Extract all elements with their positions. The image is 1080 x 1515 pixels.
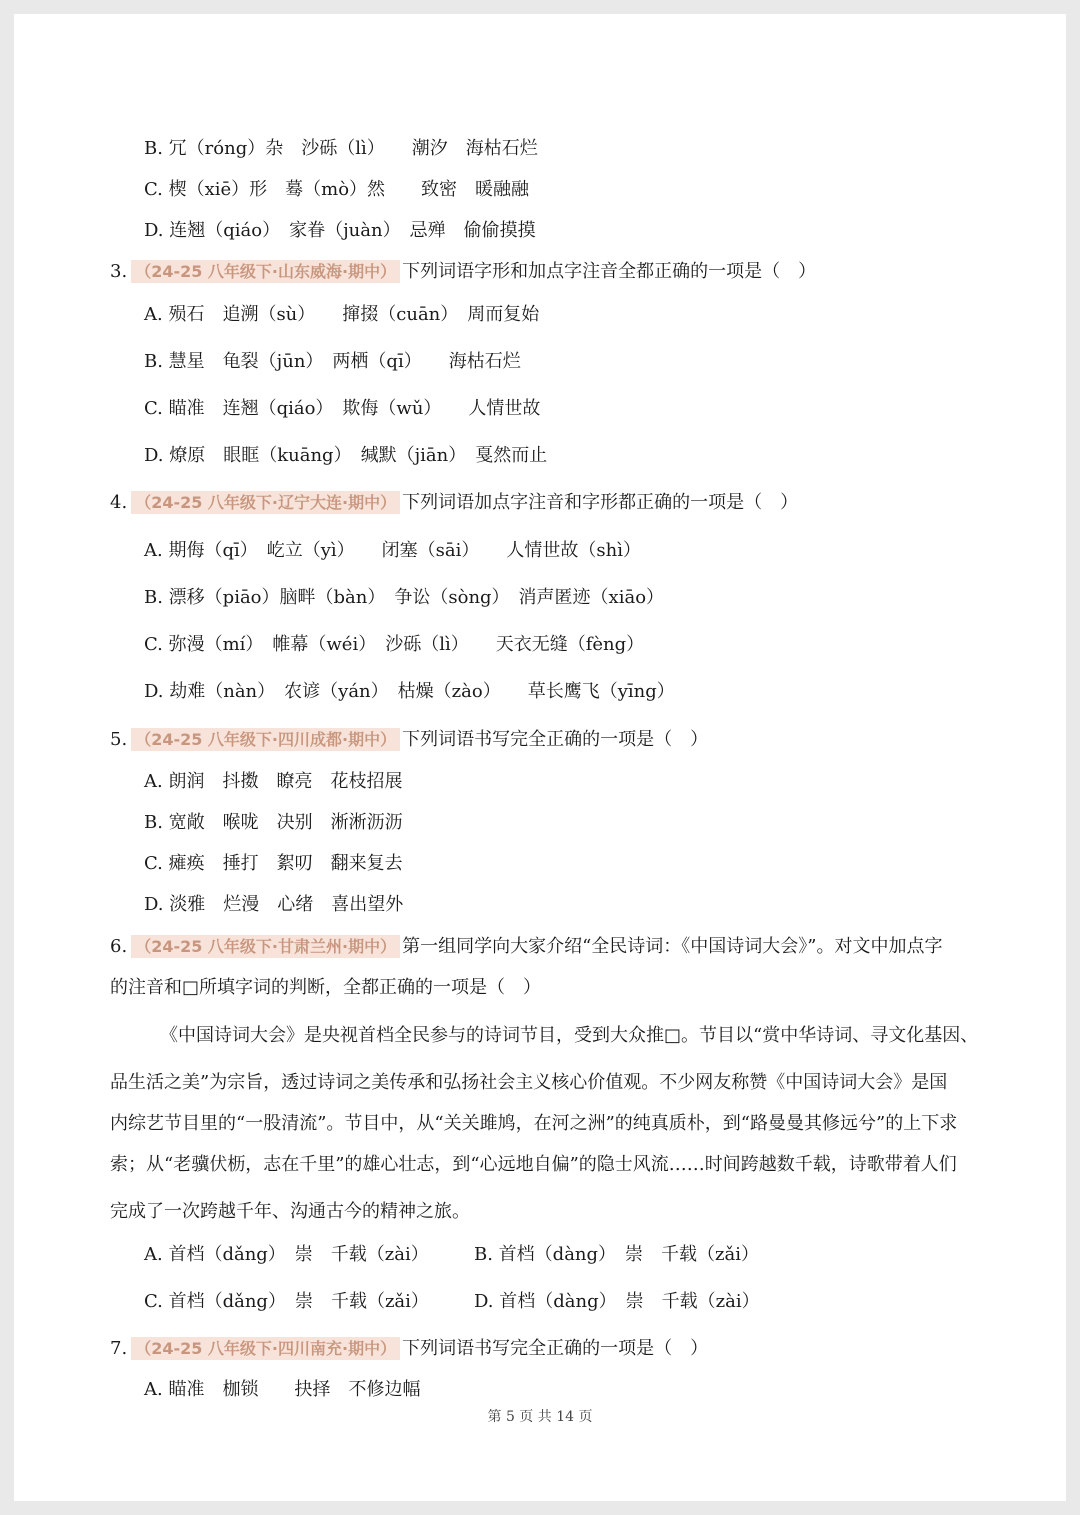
- source-tag: （24-25 八年级下·辽宁大连·期中）: [131, 491, 400, 514]
- passage-line-1: 《中国诗词大会》是央视首档全民参与的诗词节目，受到大众推□。节目以“赏中华诗词、寻文化基因、: [160, 1025, 979, 1046]
- question-text: 下列词语书写完全正确的一项是（ ）: [402, 1338, 709, 1359]
- question-text: 下列词语字形和加点字注音全都正确的一项是（ ）: [402, 261, 817, 282]
- q5-option-c: C. 瘫痪 捶打 絮叨 翻来复去: [144, 853, 403, 874]
- q6-option-a: A. 首档（dǎng） 崇 千载（zài）: [144, 1244, 429, 1265]
- question-number: 6.: [110, 936, 128, 957]
- q6-options-row-2: [14, 1289, 1066, 1315]
- q6-option-b: B. 首档（dàng） 崇 千载（zǎi）: [474, 1244, 760, 1265]
- question-text: 下列词语加点字注音和字形都正确的一项是（ ）: [402, 492, 799, 513]
- q4-option-a: A. 期侮（qī） 屹立（yì） 闭塞（sāi） 人情世故（shì）: [144, 540, 641, 561]
- passage-line-2: 品生活之美”为宗旨，透过诗词之美传承和弘扬社会主义核心价值观。不少网友称赞《中国诗词大会》是国: [110, 1072, 948, 1093]
- q3-option-b: B. 慧星 龟裂（jūn） 两栖（qī） 海枯石烂: [144, 351, 521, 372]
- document-page: [14, 14, 1066, 1501]
- q6-option-c: C. 首档（dǎng） 崇 千载（zǎi）: [144, 1291, 429, 1312]
- source-tag: （24-25 八年级下·四川成都·期中）: [131, 728, 400, 751]
- question-text: 下列词语书写完全正确的一项是（ ）: [402, 729, 709, 750]
- passage-line-5: 完成了一次跨越千年、沟通古今的精神之旅。: [110, 1201, 470, 1222]
- q3-stem: [14, 259, 1066, 285]
- passage-line-3: 内综艺节目里的“一股清流”。节目中，从“关关雎鸠，在河之洲”的纯真质朴，到“路曼曼其修远兮”的上下求: [110, 1113, 958, 1134]
- q2-option-b: B. 冗（róng）杂 沙砾（lì） 潮汐 海枯石烂: [144, 138, 538, 159]
- q3-option-d: D. 燎原 眼眶（kuāng） 缄默（jiān） 戛然而止: [144, 445, 548, 466]
- q5-option-a: A. 朗润 抖擞 瞭亮 花枝招展: [144, 771, 403, 792]
- question-number: 7.: [110, 1338, 128, 1359]
- source-tag: （24-25 八年级下·山东威海·期中）: [131, 260, 400, 283]
- question-number: 4.: [110, 492, 128, 513]
- q5-option-b: B. 宽敞 喉咙 决别 淅淅沥沥: [144, 812, 403, 833]
- page-footer: 第 5 页 共 14 页: [487, 1409, 593, 1425]
- q7-stem: [14, 1336, 1066, 1362]
- question-number: 3.: [110, 261, 128, 282]
- q4-option-d: D. 劫难（nàn） 农谚（yán） 枯燥（zào） 草长鹰飞（yīng）: [144, 681, 675, 702]
- q2-option-c: C. 楔（xiē）形 蓦（mò）然 致密 暖融融: [144, 179, 530, 200]
- q6-stem: [14, 934, 1066, 960]
- question-text: 第一组同学向大家介绍“全民诗词：《中国诗词大会》”。对文中加点字: [402, 936, 943, 957]
- q5-stem: [14, 727, 1066, 753]
- q7-option-a: A. 瞄准 枷锁 抉择 不修边幅: [144, 1379, 421, 1400]
- source-tag: （24-25 八年级下·四川南充·期中）: [131, 1337, 400, 1360]
- q4-option-b: B. 漂移（piāo）脑畔（bàn） 争讼（sòng） 消声匿迹（xiāo）: [144, 587, 665, 608]
- q5-option-d: D. 淡雅 烂漫 心绪 喜出望外: [144, 894, 404, 915]
- source-tag: （24-25 八年级下·甘肃兰州·期中）: [131, 935, 400, 958]
- q4-stem: [14, 490, 1066, 516]
- q6-stem-continued: 的注音和□所填字词的判断，全都正确的一项是（ ）: [110, 977, 542, 998]
- q6-options-row-1: [14, 1242, 1066, 1268]
- passage-line-4: 索；从“老骥伏枥，志在千里”的雄心壮志，到“心远地自偏”的隐士风流……时间跨越数千载，诗歌带着人们: [110, 1154, 957, 1175]
- q3-option-c: C. 瞄准 连翘（qiáo） 欺侮（wǔ） 人情世故: [144, 398, 541, 419]
- q3-option-a: A. 殒石 追溯（sù） 撺掇（cuān） 周而复始: [144, 304, 540, 325]
- q4-option-c: C. 弥漫（mí） 帷幕（wéi） 沙砾（lì） 天衣无缝（fèng）: [144, 634, 645, 655]
- q2-option-d: D. 连翘（qiáo） 家眷（juàn） 忌殚 偷偷摸摸: [144, 220, 536, 241]
- question-number: 5.: [110, 729, 128, 750]
- q6-option-d: D. 首档（dàng） 崇 千载（zài）: [474, 1291, 760, 1312]
